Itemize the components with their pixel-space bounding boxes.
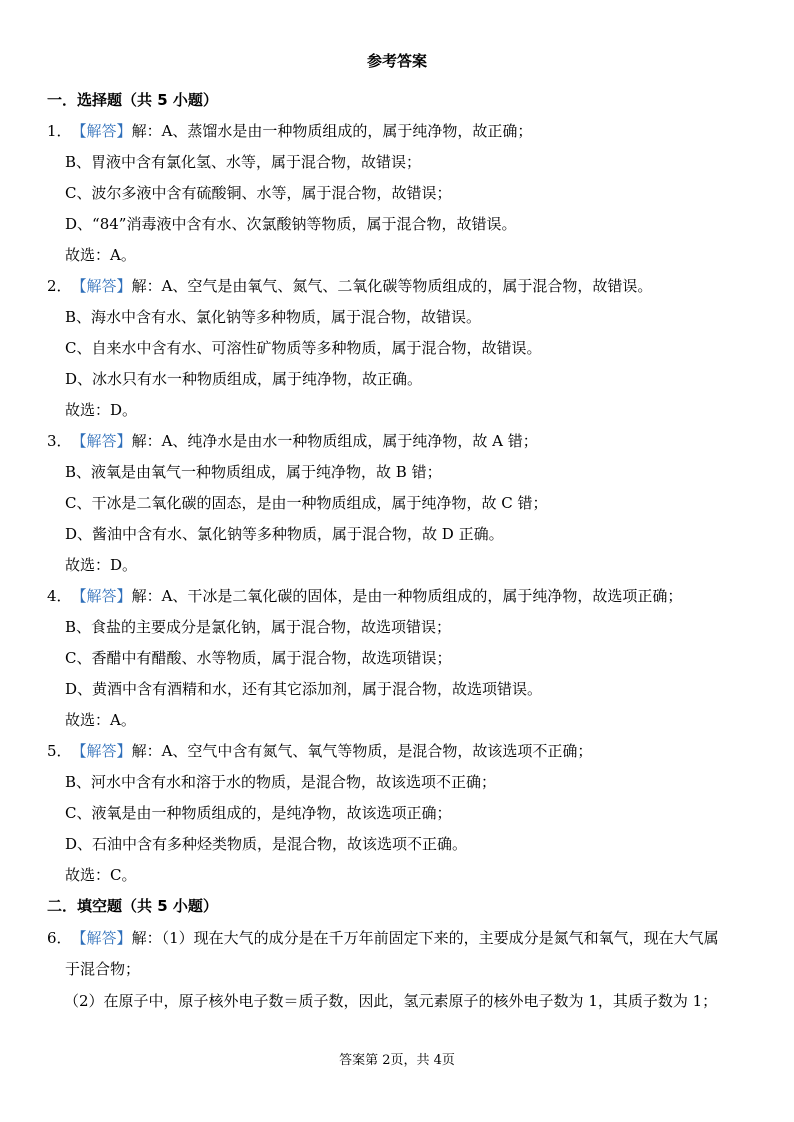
answer-choice: 故选：D。 xyxy=(65,556,138,574)
answer-text: 解：A、空气中含有氮气、氧气等物质，是混合物，故该选项不正确； xyxy=(131,742,593,760)
question-number: 4． xyxy=(47,587,72,605)
page-footer: 答案第 2页，共 4页 xyxy=(339,1053,455,1068)
answer-tag: 【解答】 xyxy=(71,587,132,605)
answer-tag: 【解答】 xyxy=(71,929,132,947)
answer-line: D、酱油中含有水、氯化钠等多种物质，属于混合物，故 D 正确。 xyxy=(65,525,504,543)
answer-text: 解：A、干冰是二氧化碳的固体，是由一种物质组成的，属于纯净物，故选项正确； xyxy=(131,587,683,605)
question-5-line-1 xyxy=(47,740,592,761)
answer-text: 解：A、纯净水是由水一种物质组成，属于纯净物，故 A 错； xyxy=(131,432,538,450)
answer-line: B、海水中含有水、氯化钠等多种物质，属于混合物，故错误。 xyxy=(65,308,482,326)
section-heading-choice: 一．选择题（共 5 小题） xyxy=(47,91,218,109)
answer-tag: 【解答】 xyxy=(71,742,132,760)
answer-line: D、黄酒中含有酒精和水，还有其它添加剂，属于混合物，故选项错误。 xyxy=(65,680,543,698)
question-3-line-1 xyxy=(47,430,538,451)
answer-line: B、河水中含有水和溶于水的物质，是混合物，故该选项不正确； xyxy=(65,773,497,791)
question-6-line-1 xyxy=(47,927,719,948)
answer-line: C、香醋中有醋酸、水等物质，属于混合物，故选项错误； xyxy=(65,649,452,667)
answer-tag: 【解答】 xyxy=(71,277,132,295)
answer-line: 于混合物； xyxy=(65,960,141,978)
question-number: 1． xyxy=(47,122,72,140)
answer-line: C、自来水中含有水、可溶性矿物质等多种物质，属于混合物，故错误。 xyxy=(65,339,542,357)
answer-text: 解：A、蒸馏水是由一种物质组成的，属于纯净物，故正确； xyxy=(131,122,533,140)
question-1-line-1 xyxy=(47,120,532,141)
answer-choice: 故选：A。 xyxy=(65,246,136,264)
answer-line: C、波尔多液中含有硫酸铜、水等，属于混合物，故错误； xyxy=(65,184,452,202)
question-number: 6． xyxy=(47,929,72,947)
answer-tag: 【解答】 xyxy=(71,432,132,450)
answer-line: B、食盐的主要成分是氯化钠，属于混合物，故选项错误； xyxy=(65,618,452,636)
answer-choice: 故选：D。 xyxy=(65,401,138,419)
answer-line: B、胃液中含有氯化氢、水等，属于混合物，故错误； xyxy=(65,153,422,171)
page-title: 参考答案 xyxy=(366,52,427,70)
answer-line: C、干冰是二氧化碳的固态，是由一种物质组成，属于纯净物，故 C 错； xyxy=(65,494,548,512)
question-2-line-1 xyxy=(47,275,652,296)
question-4-line-1 xyxy=(47,585,682,606)
answer-choice: 故选：C。 xyxy=(65,866,137,884)
question-number: 2． xyxy=(47,277,72,295)
answer-line: D、冰水只有水一种物质组成，属于纯净物，故正确。 xyxy=(65,370,423,388)
answer-line: D、“84”消毒液中含有水、次氯酸钠等物质，属于混合物，故错误。 xyxy=(65,215,517,233)
answer-line: D、石油中含有多种烃类物质，是混合物，故该选项不正确。 xyxy=(65,835,468,853)
answer-text: 解：A、空气是由氧气、氮气、二氧化碳等物质组成的，属于混合物，故错误。 xyxy=(131,277,653,295)
answer-choice: 故选：A。 xyxy=(65,711,136,729)
answer-line: （2）在原子中，原子核外电子数＝质子数，因此，氢元素原子的核外电子数为 1，其质子数为 1； xyxy=(64,992,718,1010)
question-number: 3． xyxy=(47,432,72,450)
answer-line: B、液氧是由氧气一种物质组成，属于纯净物，故 B 错； xyxy=(65,463,442,481)
answer-line: C、液氧是由一种物质组成的，是纯净物，故该选项正确； xyxy=(65,804,452,822)
question-number: 5． xyxy=(47,742,72,760)
answer-tag: 【解答】 xyxy=(71,122,132,140)
answer-text: 解：（1）现在大气的成分是在千万年前固定下来的，主要成分是氮气和氧气，现在大气属 xyxy=(131,929,719,947)
section-heading-fill: 二．填空题（共 5 小题） xyxy=(47,897,218,915)
